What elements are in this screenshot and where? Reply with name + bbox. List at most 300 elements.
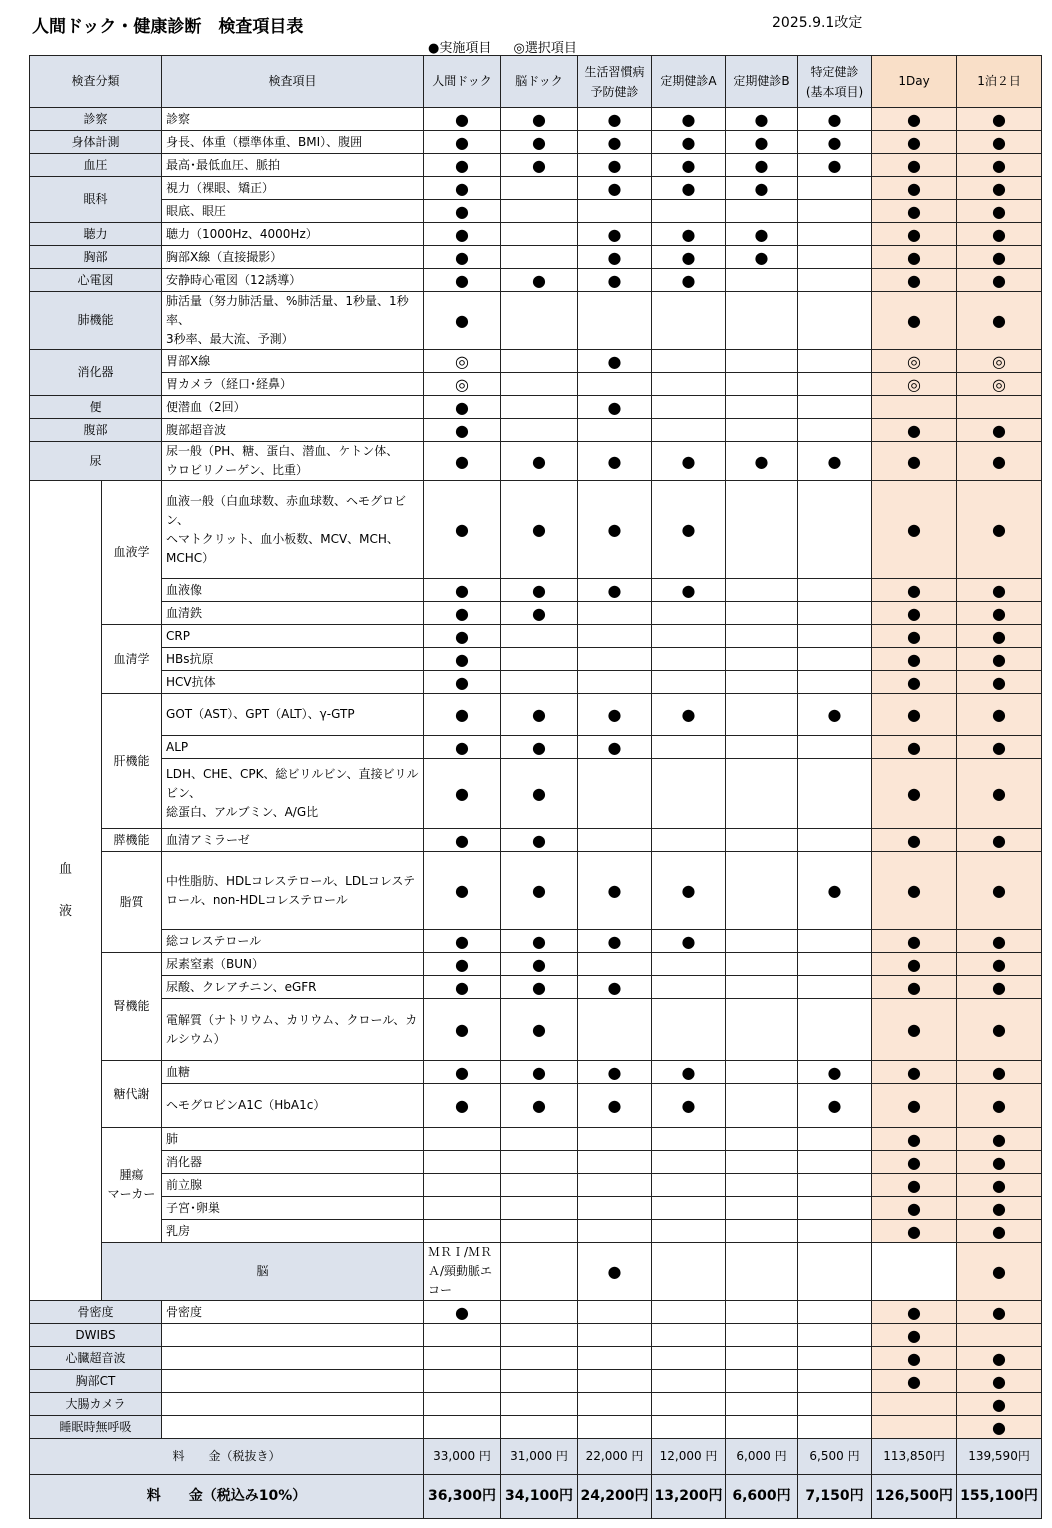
mark-cell: ● (501, 108, 578, 131)
mark-cell (726, 292, 798, 350)
sub-category-cell: 脂質 (102, 852, 162, 953)
mark-cell (578, 759, 652, 829)
category-cell: 診察 (30, 108, 162, 131)
mark-cell: ● (872, 481, 957, 579)
category-cell: 聴力 (30, 223, 162, 246)
mark-cell (798, 1197, 872, 1220)
mark-cell: ● (957, 200, 1042, 223)
mark-cell (652, 1324, 726, 1347)
mark-cell: ● (424, 852, 501, 930)
mark-cell (501, 625, 578, 648)
mark-cell: ● (872, 442, 957, 481)
mark-cell: ● (424, 396, 501, 419)
mark-cell: ● (957, 442, 1042, 481)
mark-cell (726, 350, 798, 373)
mark-cell (424, 1151, 501, 1174)
mark-cell (798, 419, 872, 442)
table-row (30, 1061, 1042, 1084)
mark-cell (798, 602, 872, 625)
mark-cell: ● (957, 1197, 1042, 1220)
sub-category-cell: 肝機能 (102, 694, 162, 829)
mark-cell (578, 999, 652, 1061)
mark-cell: ● (726, 246, 798, 269)
category-blood (30, 481, 102, 1301)
mark-cell: ● (872, 292, 957, 350)
price-incl: 126,500円 (872, 1475, 957, 1519)
mark-cell (726, 419, 798, 442)
table-row (30, 976, 1042, 999)
mark-cell: ● (872, 1128, 957, 1151)
exam-item (162, 1393, 424, 1416)
category-cell: DWIBS (30, 1324, 162, 1347)
exam-item: ＭＲＩ/ＭＲＡ/頸動脈エコー (424, 1243, 501, 1301)
mark-cell (798, 1174, 872, 1197)
mark-cell: ● (957, 131, 1042, 154)
exam-item: 乳房 (162, 1220, 424, 1243)
table-row (30, 829, 1042, 852)
mark-cell: ● (726, 154, 798, 177)
mark-cell (798, 999, 872, 1061)
mark-cell: ● (872, 269, 957, 292)
exam-item: 肺 (162, 1128, 424, 1151)
mark-cell: ● (578, 930, 652, 953)
exam-item: 尿酸、クレアチニン、eGFR (162, 976, 424, 999)
mark-cell (652, 200, 726, 223)
category-cell: 身体計測 (30, 131, 162, 154)
mark-cell: ● (726, 108, 798, 131)
mark-cell (578, 1347, 652, 1370)
mark-cell: ● (424, 829, 501, 852)
mark-cell (652, 1416, 726, 1439)
mark-cell: ● (424, 200, 501, 223)
mark-cell (726, 625, 798, 648)
header-category: 検査分類 (30, 56, 162, 108)
table-row (30, 999, 1042, 1061)
mark-cell (424, 1174, 501, 1197)
mark-cell: ● (578, 1243, 652, 1301)
exam-item: 肺活量（努力肺活量、%肺活量、1秒量、1秒率、 3秒率、最大流、予測） (162, 292, 424, 350)
mark-cell (578, 1220, 652, 1243)
category-cell: 大腸カメラ (30, 1393, 162, 1416)
mark-cell: ● (872, 930, 957, 953)
mark-cell (798, 350, 872, 373)
mark-cell: ● (957, 829, 1042, 852)
header-plan: 定期健診B (726, 56, 798, 108)
price-excl: 113,850円 (872, 1439, 957, 1475)
legend-select: ◎選択項目 (513, 41, 577, 56)
mark-cell (726, 396, 798, 419)
category-cell: 肺機能 (30, 292, 162, 350)
category-cell: 血圧 (30, 154, 162, 177)
mark-cell (726, 852, 798, 930)
mark-cell (652, 625, 726, 648)
exam-item: 胃部X線 (162, 350, 424, 373)
mark-cell: ● (872, 131, 957, 154)
exam-item: 血液像 (162, 579, 424, 602)
price-incl: 24,200円 (578, 1475, 652, 1519)
mark-cell: ● (578, 1061, 652, 1084)
mark-cell: ● (957, 1084, 1042, 1128)
mark-cell (578, 419, 652, 442)
mark-cell (726, 759, 798, 829)
category-blood-2: 液 (58, 903, 72, 919)
mark-cell: ● (872, 999, 957, 1061)
mark-cell (424, 1220, 501, 1243)
mark-cell: ● (652, 694, 726, 736)
category-cell: 心臓超音波 (30, 1347, 162, 1370)
mark-cell (726, 736, 798, 759)
mark-cell: ● (578, 246, 652, 269)
mark-cell (501, 396, 578, 419)
mark-cell: ● (424, 671, 501, 694)
table-row (30, 736, 1042, 759)
mark-cell (726, 1324, 798, 1347)
mark-cell (726, 976, 798, 999)
mark-cell: ● (872, 1061, 957, 1084)
table-row (30, 852, 1042, 930)
mark-cell: ● (652, 1084, 726, 1128)
mark-cell: ● (501, 930, 578, 953)
mark-cell (726, 373, 798, 396)
table-row (30, 1084, 1042, 1128)
mark-cell (872, 396, 957, 419)
table-row (30, 759, 1042, 829)
mark-cell: ● (872, 154, 957, 177)
mark-cell: ◎ (872, 350, 957, 373)
mark-cell: ● (578, 396, 652, 419)
exam-item: 中性脂肪、HDLコレステロール、LDLコレステロール、non-HDLコレステロール (162, 852, 424, 930)
mark-cell (726, 1370, 798, 1393)
mark-cell: ● (578, 154, 652, 177)
mark-cell (726, 1301, 798, 1324)
mark-cell (798, 648, 872, 671)
mark-cell (652, 1128, 726, 1151)
mark-cell: ● (501, 1084, 578, 1128)
mark-cell (652, 292, 726, 350)
mark-cell: ● (798, 694, 872, 736)
mark-cell: ● (424, 177, 501, 200)
mark-cell (501, 1370, 578, 1393)
mark-cell (578, 953, 652, 976)
mark-cell (501, 1393, 578, 1416)
mark-cell: ● (957, 1347, 1042, 1370)
page-title: 人間ドック・健康診断 検査項目表 (32, 17, 304, 37)
mark-cell: ● (872, 1324, 957, 1347)
mark-cell (424, 1370, 501, 1393)
exam-item: ALP (162, 736, 424, 759)
mark-cell: ● (424, 108, 501, 131)
price-incl-label: 料 金（税込み10%） (30, 1475, 424, 1519)
exam-item: 便潜血（2回） (162, 396, 424, 419)
mark-cell (501, 1151, 578, 1174)
table-row (30, 930, 1042, 953)
mark-cell (798, 1301, 872, 1324)
mark-cell (652, 1347, 726, 1370)
table-row (30, 108, 1042, 131)
mark-cell: ● (957, 1301, 1042, 1324)
mark-cell (798, 930, 872, 953)
mark-cell: ● (424, 292, 501, 350)
mark-cell: ● (872, 602, 957, 625)
mark-cell (424, 1416, 501, 1439)
mark-cell: ● (872, 829, 957, 852)
mark-cell: ● (798, 154, 872, 177)
table-row (30, 648, 1042, 671)
mark-cell: ● (501, 602, 578, 625)
table-row (30, 1370, 1042, 1393)
mark-cell: ● (424, 976, 501, 999)
mark-cell (726, 1416, 798, 1439)
mark-cell (798, 177, 872, 200)
table-row (30, 269, 1042, 292)
price-incl: 6,600円 (726, 1475, 798, 1519)
mark-cell (652, 1174, 726, 1197)
mark-cell (726, 999, 798, 1061)
mark-cell: ● (957, 1174, 1042, 1197)
price-incl: 36,300円 (424, 1475, 501, 1519)
mark-cell (578, 1151, 652, 1174)
exam-item: ヘモグロビンA1C（HbA1c） (162, 1084, 424, 1128)
mark-cell: ● (652, 269, 726, 292)
exam-item: 視力（裸眼、矯正） (162, 177, 424, 200)
table-row (30, 223, 1042, 246)
exam-item: 腹部超音波 (162, 419, 424, 442)
mark-cell: ● (652, 930, 726, 953)
mark-cell (652, 1243, 726, 1301)
mark-cell: ● (872, 736, 957, 759)
price-excl: 12,000 円 (652, 1439, 726, 1475)
mark-cell (652, 1301, 726, 1324)
mark-cell (872, 1416, 957, 1439)
mark-cell (578, 1174, 652, 1197)
mark-cell: ● (872, 1220, 957, 1243)
price-incl: 7,150円 (798, 1475, 872, 1519)
mark-cell: ● (578, 350, 652, 373)
mark-cell: ● (872, 953, 957, 976)
mark-cell: ● (957, 154, 1042, 177)
mark-cell: ● (798, 442, 872, 481)
category-cell: 眼科 (30, 177, 162, 223)
mark-cell: ● (424, 602, 501, 625)
mark-cell: ● (957, 999, 1042, 1061)
mark-cell: ● (872, 1301, 957, 1324)
mark-cell: ● (798, 131, 872, 154)
mark-cell (501, 1174, 578, 1197)
mark-cell: ● (872, 1151, 957, 1174)
table-row (30, 373, 1042, 396)
exam-item: HBs抗原 (162, 648, 424, 671)
mark-cell (726, 1128, 798, 1151)
mark-cell: ● (872, 200, 957, 223)
mark-cell (578, 671, 652, 694)
mark-cell (798, 1220, 872, 1243)
header-plan: 人間ドック (424, 56, 501, 108)
mark-cell: ◎ (957, 373, 1042, 396)
exam-item: 眼底、眼圧 (162, 200, 424, 223)
mark-cell (501, 223, 578, 246)
mark-cell (726, 1347, 798, 1370)
mark-cell (578, 648, 652, 671)
mark-cell (578, 602, 652, 625)
mark-cell: ● (501, 442, 578, 481)
mark-cell: ● (652, 246, 726, 269)
exam-item: 総コレステロール (162, 930, 424, 953)
mark-cell (798, 953, 872, 976)
mark-cell (652, 1151, 726, 1174)
exam-item: GOT（AST）、GPT（ALT）、γ-GTP (162, 694, 424, 736)
category-cell: 脳 (102, 1243, 424, 1301)
mark-cell: ● (501, 1061, 578, 1084)
mark-cell: ● (872, 648, 957, 671)
mark-cell: ● (424, 759, 501, 829)
mark-cell (501, 1347, 578, 1370)
mark-cell: ● (726, 442, 798, 481)
exam-item: 電解質（ナトリウム、カリウム、クロール、カルシウム） (162, 999, 424, 1061)
mark-cell: ◎ (957, 350, 1042, 373)
mark-cell (726, 1243, 798, 1301)
mark-cell (501, 373, 578, 396)
mark-cell: ● (957, 579, 1042, 602)
exam-item: 前立腺 (162, 1174, 424, 1197)
header-plan: 定期健診A (652, 56, 726, 108)
mark-cell (798, 246, 872, 269)
price-incl-row (30, 1475, 1042, 1519)
price-excl: 33,000 円 (424, 1439, 501, 1475)
sub-category-cell: 糖代謝 (102, 1061, 162, 1128)
mark-cell: ● (872, 246, 957, 269)
mark-cell: ● (424, 419, 501, 442)
mark-cell: ● (872, 108, 957, 131)
exam-item: 胃カメラ（経口･経鼻） (162, 373, 424, 396)
exam-item: 聴力（1000Hz、4000Hz） (162, 223, 424, 246)
category-cell: 尿 (30, 442, 162, 481)
exam-item: 安静時心電図（12誘導） (162, 269, 424, 292)
mark-cell (726, 602, 798, 625)
mark-cell (578, 829, 652, 852)
exam-item: LDH、CHE、CPK、総ビリルビン、直接ビリルビン、 総蛋白、アルブミン、A/G比 (162, 759, 424, 829)
mark-cell (501, 1243, 578, 1301)
mark-cell: ● (957, 108, 1042, 131)
mark-cell: ● (957, 1128, 1042, 1151)
mark-cell: ● (957, 671, 1042, 694)
mark-cell: ● (957, 694, 1042, 736)
mark-cell (501, 419, 578, 442)
mark-cell: ● (501, 694, 578, 736)
mark-cell (798, 1151, 872, 1174)
mark-cell (798, 579, 872, 602)
mark-cell: ● (957, 1151, 1042, 1174)
table-row (30, 419, 1042, 442)
mark-cell (652, 759, 726, 829)
mark-cell (652, 602, 726, 625)
header-plan: 脳ドック (501, 56, 578, 108)
mark-cell (424, 1324, 501, 1347)
mark-cell: ● (424, 930, 501, 953)
mark-cell (798, 200, 872, 223)
mark-cell (798, 1347, 872, 1370)
table-row (30, 671, 1042, 694)
table-row (30, 953, 1042, 976)
mark-cell (798, 269, 872, 292)
mark-cell: ● (726, 177, 798, 200)
mark-cell: ● (652, 481, 726, 579)
mark-cell (652, 736, 726, 759)
mark-cell: ● (501, 999, 578, 1061)
mark-cell (798, 759, 872, 829)
mark-cell: ● (652, 177, 726, 200)
mark-cell (798, 396, 872, 419)
table-row (30, 350, 1042, 373)
category-cell: 胸部 (30, 246, 162, 269)
table-row (30, 177, 1042, 200)
table-row (30, 1243, 1042, 1301)
mark-cell: ● (578, 852, 652, 930)
legend (428, 37, 595, 56)
table-row (30, 602, 1042, 625)
mark-cell (652, 1220, 726, 1243)
mark-cell: ● (872, 1084, 957, 1128)
mark-cell: ● (424, 1061, 501, 1084)
mark-cell: ● (957, 625, 1042, 648)
mark-cell: ● (578, 108, 652, 131)
mark-cell (424, 1197, 501, 1220)
mark-cell (726, 579, 798, 602)
mark-cell: ● (424, 154, 501, 177)
mark-cell: ● (578, 481, 652, 579)
mark-cell (726, 829, 798, 852)
mark-cell (652, 396, 726, 419)
mark-cell: ● (578, 579, 652, 602)
exam-item: 胸部X線（直接撮影） (162, 246, 424, 269)
mark-cell: ● (957, 481, 1042, 579)
mark-cell (726, 1174, 798, 1197)
mark-cell: ● (957, 953, 1042, 976)
mark-cell: ● (872, 759, 957, 829)
mark-cell (501, 1128, 578, 1151)
mark-cell: ● (957, 246, 1042, 269)
mark-cell (726, 1220, 798, 1243)
mark-cell (798, 1370, 872, 1393)
mark-cell: ● (957, 1393, 1042, 1416)
mark-cell: ● (872, 419, 957, 442)
exam-table (29, 55, 1042, 1519)
mark-cell: ● (872, 852, 957, 930)
price-excl-label: 料 金（税抜き） (30, 1439, 424, 1475)
mark-cell: ● (501, 154, 578, 177)
mark-cell: ● (578, 131, 652, 154)
price-excl: 139,590円 (957, 1439, 1042, 1475)
mark-cell: ● (872, 694, 957, 736)
mark-cell: ● (424, 648, 501, 671)
mark-cell: ● (578, 269, 652, 292)
mark-cell: ● (424, 736, 501, 759)
mark-cell: ● (501, 481, 578, 579)
sub-category-cell: 血清学 (102, 625, 162, 694)
mark-cell (798, 736, 872, 759)
sub-category-cell: 膵機能 (102, 829, 162, 852)
mark-cell: ● (578, 736, 652, 759)
mark-cell: ◎ (872, 373, 957, 396)
mark-cell (798, 292, 872, 350)
mark-cell (578, 1301, 652, 1324)
mark-cell (578, 1197, 652, 1220)
mark-cell (578, 1324, 652, 1347)
mark-cell: ● (424, 625, 501, 648)
mark-cell (424, 1347, 501, 1370)
price-excl: 22,000 円 (578, 1439, 652, 1475)
mark-cell (798, 1393, 872, 1416)
mark-cell (726, 481, 798, 579)
